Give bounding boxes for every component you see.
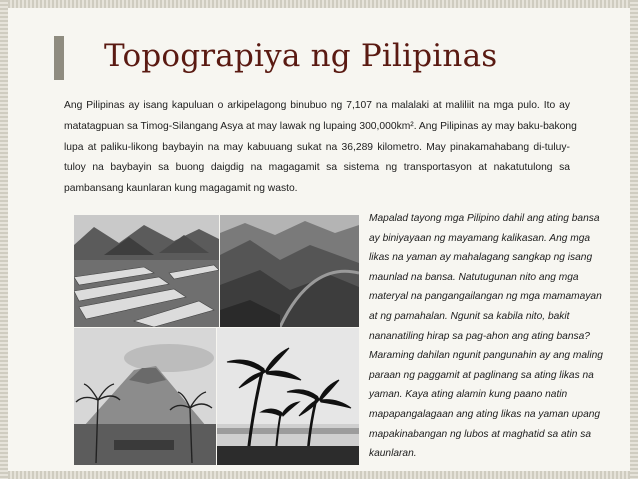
quote-paragraph [369, 209, 603, 464]
quote-line: Maraming dahilan ngunit pangunahin ay ang maling [369, 350, 603, 362]
slide-border-right [630, 0, 638, 479]
intro-line: Ang Pilipinas ay isang kapuluan o arkipelagong binubuo ng 7,107 na malalaki at maliliit na mga pulo. Ito ay [64, 100, 570, 111]
slide-title: Topograpiya ng Pilipinas [104, 38, 498, 74]
slide-border-top [0, 0, 638, 8]
quote-line: likas na yaman ay mahalagang sangkap ng isang [369, 252, 593, 264]
intro-line: lupa at paliku-likong baybayin na may kabuuang sukat na 36,289 kilometro. May pinakamahabang di-tuluy- [64, 141, 570, 153]
mountains-photo [220, 215, 359, 327]
quote-line: nananatiling hirap sa pag-ahon ang ating bansa? [369, 330, 590, 342]
quote-line: yaman. Kaya ating alamin kung paano natin [369, 389, 568, 401]
quote-line: paraan ng paggamit at paglinang sa ating likas na [369, 369, 594, 381]
intro-line: pambansang kaunlaran kung magagamit ng wasto. [64, 183, 298, 195]
slide-border-left [0, 0, 8, 479]
quote-line: kaunlaran. [369, 448, 417, 460]
slide-border-bottom [0, 471, 638, 479]
quote-line: maunlad na bansa. Natutugunan nito ang mga [369, 271, 579, 283]
title-accent-bar [54, 36, 64, 80]
intro-paragraph [64, 96, 577, 200]
intro-line: tuloy na baybayin sa buong daigdig na magagamit sa sistema ng transportasyon at nakatutulong sa [64, 162, 570, 174]
palm-trees-photo [217, 328, 359, 465]
intro-line: matatagpuan sa Timog-Silangang Asya at may lawak ng lupaing 300,000km². Ang Pilipinas ay may baku-bakong [64, 120, 577, 132]
quote-line: ay biniyayaan ng mayamang kalikasan. Ang mga [369, 232, 591, 244]
quote-line: at ng pamahalan. Ngunit sa kabila nito, bakit [369, 310, 570, 322]
photo-collage [74, 215, 354, 465]
quote-line: materyal na pangangailangan ng mga mamamayan [369, 291, 602, 303]
quote-line: mapakinabangan ng lubos at maghatid sa atin sa [369, 428, 592, 440]
quote-line: Mapalad tayong mga Pilipino dahil ang ating bansa [369, 213, 600, 224]
quote-line: mapapangalagaan ang ating likas na yaman upang [369, 408, 601, 420]
village-photo [74, 215, 219, 327]
volcano-photo [74, 328, 216, 465]
